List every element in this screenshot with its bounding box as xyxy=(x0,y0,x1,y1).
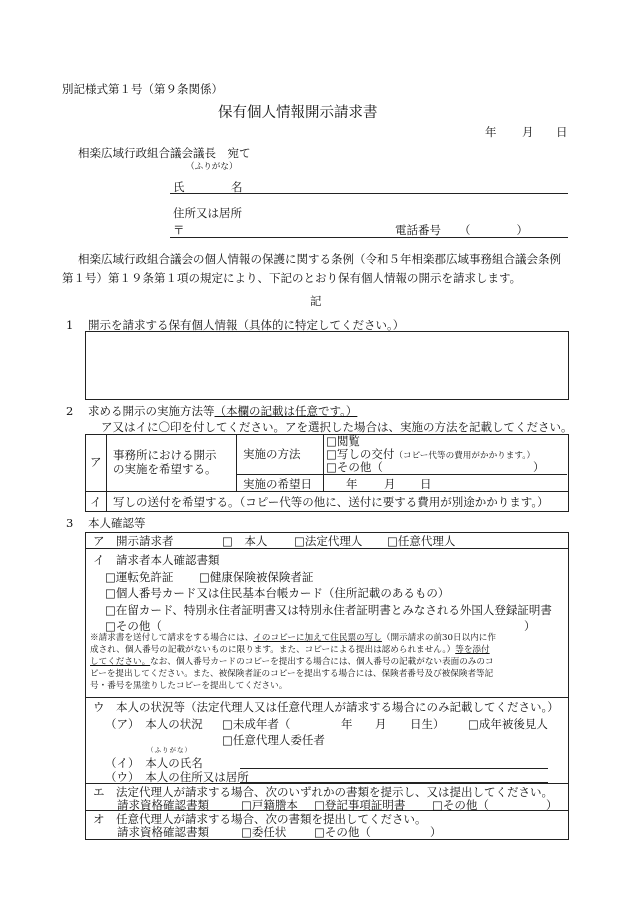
section2-a-label[interactable]: ア xyxy=(90,455,102,469)
id-docs-title: イ 請求者本人確認書類 xyxy=(93,553,220,567)
principal-address-label: （ウ） 本人の住所又は居所 xyxy=(105,770,249,784)
section2-i-text: 写しの送付を希望する。（コピー代等の他に、送付に要する費用が別途かかります。） xyxy=(113,495,549,509)
id-residence-card-checkbox[interactable]: □在留カード、特別永住者証明書又は特別永住者証明書とみなされる外国人登録証明書 xyxy=(105,603,552,617)
section3-divider-i xyxy=(85,697,568,698)
principal-address-line[interactable] xyxy=(240,782,548,783)
section2-title-main: 求める開示の実施方法等 xyxy=(88,404,215,418)
section2-i-label[interactable]: イ xyxy=(90,495,102,509)
section2-number: 2 xyxy=(66,404,74,418)
section2-value-divider xyxy=(323,434,324,491)
section2-method-divider xyxy=(236,434,237,491)
applicant-furigana-label: （ふりがな） xyxy=(186,162,238,172)
section2-col-divider xyxy=(106,434,107,511)
principal-birth-year[interactable]: 年 xyxy=(341,717,353,731)
section3-divider-a xyxy=(85,548,568,549)
voluntary-agent-other-checkbox[interactable]: □その他（ xyxy=(314,825,371,839)
requester-type-label: ア 開示請求者 xyxy=(93,534,174,548)
addressee: 相楽広域行政組合議会議長 宛て xyxy=(78,146,251,160)
page-title: 保有個人情報開示請求書 xyxy=(218,105,378,121)
voluntary-agent-other-close: ） xyxy=(430,825,442,839)
id-note-line-4: ピーを提出してください。また、被保険者証のコピーを提出する場合には、保険者番号及び被保険者等記 xyxy=(90,669,494,679)
section2-title xyxy=(88,404,357,418)
id-note-2: 成され、個人番号の記載がないものに限ります。また、コピーによる提出は認められません。） xyxy=(90,645,456,655)
id-mynumber-card-checkbox[interactable]: □個人番号カード又は住民基本台帳カード（住所記載のあるもの） xyxy=(105,586,450,600)
section1-title: 開示を請求する保有個人情報（具体的に特定してください。） xyxy=(88,318,405,332)
method-copy-note: （コピー代等の費用がかかります。） xyxy=(394,451,536,461)
method-label: 実施の方法 xyxy=(243,447,301,461)
id-note-2b: 等を添付 xyxy=(455,645,490,655)
id-note-1a: ※請求書を送付して請求をする場合には、 xyxy=(90,633,254,643)
ki-label: 記 xyxy=(310,294,322,308)
desired-date-year[interactable]: 年 xyxy=(346,477,358,491)
voluntary-agent-docs-title: オ 任意代理人が請求する場合、次の書類を提出してください。 xyxy=(93,812,427,826)
form-label: 別記様式第１号（第９条関係） xyxy=(62,82,223,96)
section2-a-text-2: の実施を希望する。 xyxy=(113,462,217,476)
id-note-3a: してください。 xyxy=(90,657,151,667)
principal-name-line[interactable] xyxy=(240,768,548,769)
id-note-3b: なお、個人番号カードのコピーを提出する場合には、個人番号の記載がない表面のみのコ xyxy=(150,657,494,667)
principal-status-label: （ア） 本人の状況 xyxy=(105,717,203,731)
principal-status-title: ウ 本人の状況等（法定代理人又は任意代理人が請求する場合にのみ記載してください。） xyxy=(93,700,559,714)
date-year-label: 年 xyxy=(485,125,497,139)
id-health-insurance-checkbox[interactable]: □健康保険被保険者証 xyxy=(199,570,314,584)
postal-mark: 〒 xyxy=(173,223,185,237)
legal-agent-family-register-checkbox[interactable]: □戸籍謄本 xyxy=(241,798,298,812)
voluntary-agent-power-of-attorney-checkbox[interactable]: □委任状 xyxy=(241,825,287,839)
principal-birth-day[interactable]: 日生） xyxy=(410,717,445,731)
method-other-close: ） xyxy=(533,460,545,474)
desired-date-day[interactable]: 日 xyxy=(420,477,432,491)
principal-agent-checkbox[interactable]: □任意代理人委任者 xyxy=(222,733,325,747)
section2-instruction: ア又はイに〇印を付してください。アを選択した場合は、実施の方法を記載してください。 xyxy=(101,420,573,434)
id-note-1c: （開示請求の前30日以内に作 xyxy=(381,633,496,643)
section1-number: 1 xyxy=(66,318,74,332)
legal-agent-other-checkbox[interactable]: □その他（ xyxy=(432,798,489,812)
desired-date-month[interactable]: 月 xyxy=(384,477,396,491)
id-note-line-1 xyxy=(90,633,496,644)
id-note-line-5: 号・番号を黒塗りしたコピーを提出してください。 xyxy=(90,681,288,691)
principal-adult-ward-checkbox[interactable]: □成年被後見人 xyxy=(468,717,548,731)
applicant-name-label-1: 氏 xyxy=(173,180,185,194)
method-copy-label: □写しの交付 xyxy=(326,447,395,461)
legal-agent-registry-cert-checkbox[interactable]: □登記事項証明書 xyxy=(314,798,406,812)
id-other-close: ） xyxy=(524,619,536,633)
legal-agent-docs-label: 請求資格確認書類 xyxy=(117,798,209,812)
requested-info-box[interactable] xyxy=(85,331,569,400)
section2-title-optional: （本欄の記載は任意です。） xyxy=(214,404,358,418)
principal-name-label: （イ） 本人の氏名 xyxy=(105,756,203,770)
principal-birth-month[interactable]: 月 xyxy=(375,717,387,731)
date-month-label: 月 xyxy=(522,125,534,139)
legal-agent-other-close: ） xyxy=(546,798,558,812)
id-note-line-2 xyxy=(90,645,490,656)
requester-self-checkbox[interactable]: □ 本人 xyxy=(222,534,268,548)
desired-date-label: 実施の希望日 xyxy=(243,477,312,491)
applicant-address-line[interactable] xyxy=(170,237,568,238)
applicant-address-label: 住所又は居所 xyxy=(173,206,242,220)
phone-parens: （ ） xyxy=(459,223,528,237)
voluntary-agent-docs-label: 請求資格確認書類 xyxy=(117,825,209,839)
date-day-label: 日 xyxy=(556,125,568,139)
phone-label: 電話番号 xyxy=(395,223,441,237)
requester-voluntary-agent-checkbox[interactable]: □任意代理人 xyxy=(387,534,456,548)
section2-row-divider xyxy=(85,491,568,492)
principal-minor-checkbox[interactable]: □未成年者（ xyxy=(222,717,291,731)
section3-number: 3 xyxy=(66,516,74,530)
method-other-checkbox[interactable]: □その他（ xyxy=(326,460,383,474)
id-other-checkbox[interactable]: □その他（ xyxy=(105,619,162,633)
applicant-name-line[interactable] xyxy=(170,193,568,194)
section3-title: 本人確認等 xyxy=(88,516,146,530)
legal-agent-docs-title: エ 法定代理人が請求する場合、次のいずれかの書類を提示し、又は提出してください。 xyxy=(93,785,553,799)
id-note-1b: イのコピーに加えて住民票の写し xyxy=(253,633,382,643)
section2-date-divider xyxy=(236,474,567,475)
section2-a-text-1: 事務所における開示 xyxy=(113,448,217,462)
intro-line-2: 第１号）第１９条第１項の規定により、下記のとおり保有個人情報の開示を請求します。 xyxy=(62,271,522,285)
id-note-line-3 xyxy=(90,657,494,668)
method-view-checkbox[interactable]: □閲覧 xyxy=(326,434,360,448)
applicant-name-label-2: 名 xyxy=(231,180,243,194)
id-drivers-license-checkbox[interactable]: □運転免許証 xyxy=(105,570,174,584)
principal-furigana-label: （ふりがな） xyxy=(147,746,192,754)
requester-legal-agent-checkbox[interactable]: □法定代理人 xyxy=(294,534,363,548)
intro-line-1: 相楽広域行政組合議会の個人情報の保護に関する条例（令和５年相楽郡広域事務組合議会条例 xyxy=(78,252,561,266)
